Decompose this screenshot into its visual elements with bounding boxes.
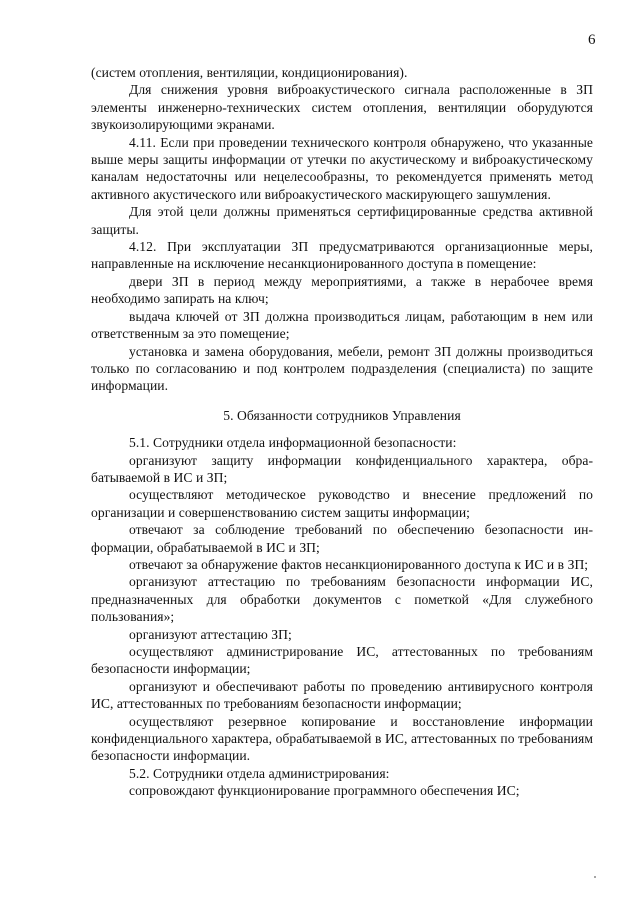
paragraph: организуют защиту информации конфиденциального характера, обрабатываемой в ИС и ЗП;: [91, 452, 593, 485]
document-body: [91, 64, 593, 800]
paragraph: сопровождают функционирование программного обеспечения ИС;: [129, 783, 520, 799]
page-number: 6: [588, 32, 596, 48]
scan-speck: [594, 876, 596, 878]
paragraph: отвечают за соблюдение требований по обеспечению безопасности информации, обрабатываемой в ИС и ЗП;: [91, 522, 593, 555]
section-heading: 5. Обязанности сотрудников Управления: [223, 407, 461, 423]
paragraph: организуют аттестацию ЗП;: [129, 626, 292, 642]
paragraph: осуществляют администрирование ИС, аттестованных по требованиям безопасности информации;: [91, 644, 593, 677]
paragraph: 5.1. Сотрудники отдела информационной безопасности:: [129, 435, 457, 451]
paragraph: Для этой цели должны применяться сертифицированные средства активной защиты.: [91, 204, 593, 237]
paragraph: осуществляют резервное копирование и восстановление информации конфиденциального характера, обрабатываемой в ИС, аттестованных по требованиям безопасности информации.: [91, 713, 593, 764]
paragraph: 4.11. Если при проведении технического контроля обнаружено, что указанные выше меры защиты информации от утечки по акустическому и виброакустическому каналам недостаточны или нецелесообразны, то рекомендуется применять метод активного акустического или виброакустического маскирующего зашумления.: [91, 134, 593, 202]
paragraph: выдача ключей от ЗП должна производиться лицам, работающим в нем или ответственным за это помещение;: [91, 308, 593, 342]
paragraph: (систем отопления, вентиляции, кондиционирования).: [91, 65, 408, 80]
paragraph: Для снижения уровня виброакустического сигнала расположенные в ЗП элементы инженерно-технических систем отопления, вентиляции оборудуются звукоизолирующими экранами.: [91, 82, 593, 133]
paragraph: организуют и обеспечивают работы по проведению антивирусного контроля ИС, аттестованных по требованиям безопасности информации;: [91, 678, 593, 712]
paragraph: осуществляют методическое руководство и внесение предложений по организации и совершенствованию систем защиты информации;: [91, 487, 593, 520]
paragraph: 5.2. Сотрудники отдела администрирования:: [129, 765, 390, 781]
paragraph: 4.12. При эксплуатации ЗП предусматриваются организационные меры, направленные на исключение несанкционированного доступа в помещение:: [91, 239, 593, 272]
paragraph: двери ЗП в период между мероприятиями, а также в нерабочее время необходимо запирать на ключ;: [91, 273, 593, 307]
paragraph: организуют аттестацию по требованиям безопасности информации ИС, предназначенных для обработки документов с пометкой «Для служебного пользования»;: [91, 574, 593, 625]
paragraph: отвечают за обнаружение фактов несанкционированного доступа к ИС и в ЗП;: [129, 556, 589, 572]
paragraph: установка и замена оборудования, мебели, ремонт ЗП должны производиться только по согласованию и под контролем подразделения (специалиста) по защите информации.: [91, 343, 593, 394]
